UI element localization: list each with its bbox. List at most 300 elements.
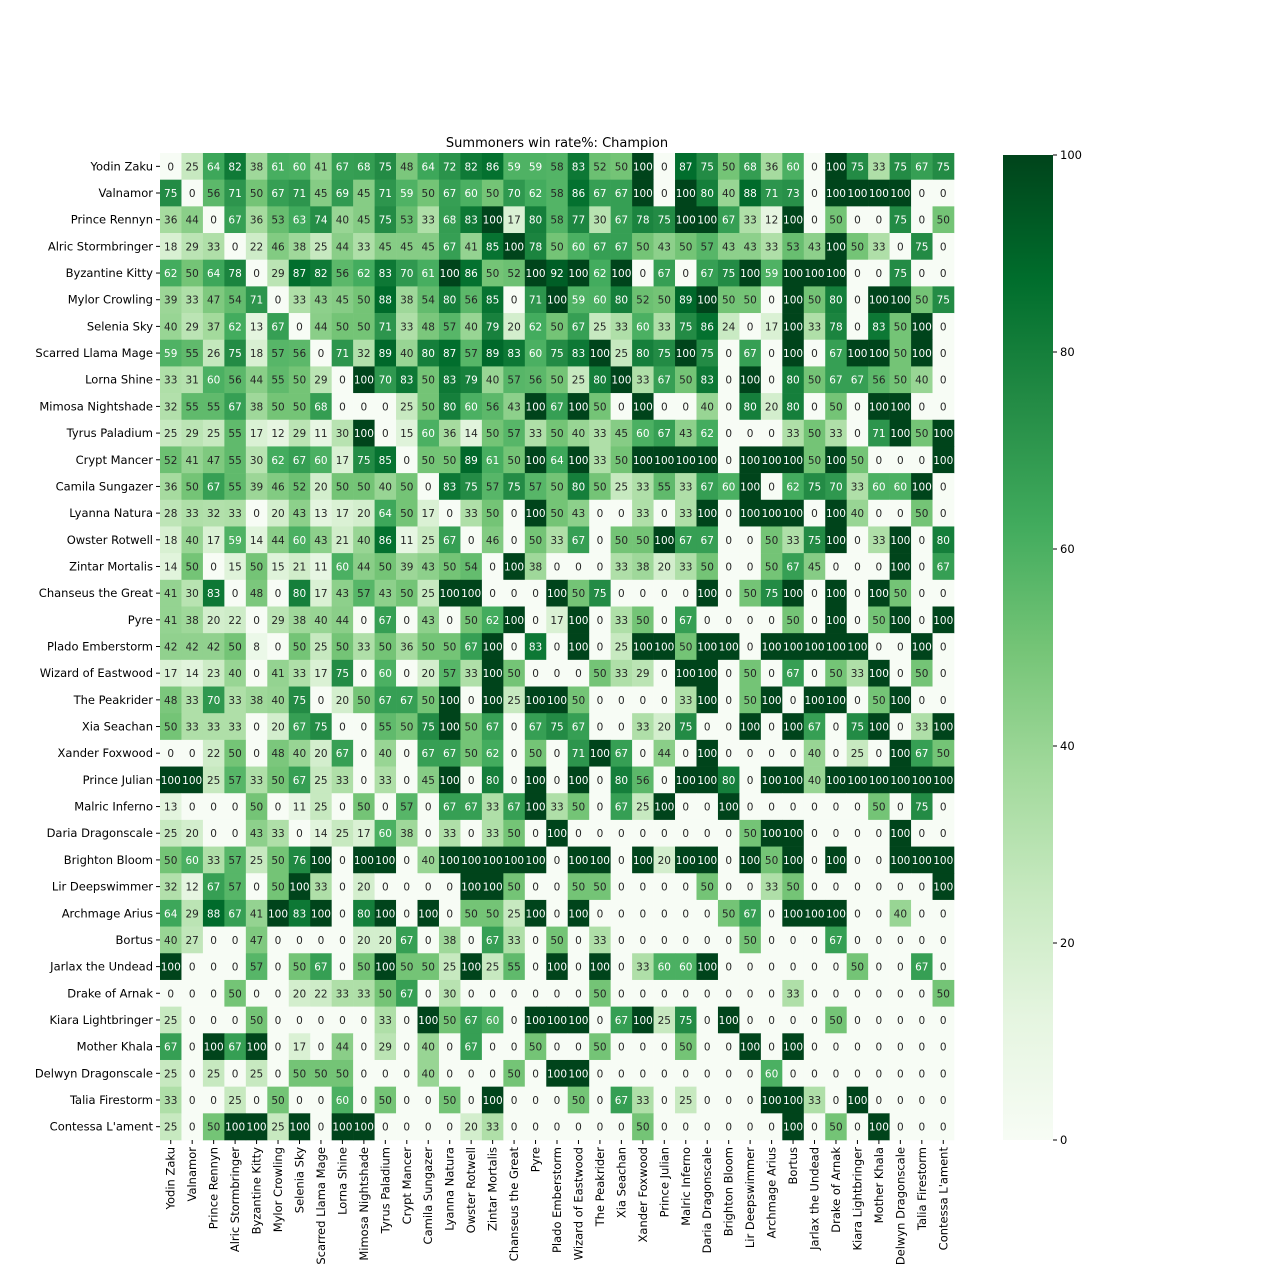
row-label: Plado Emberstorm	[46, 639, 153, 654]
cell-value-label: 100	[868, 774, 889, 787]
cell-value-label: 100	[740, 454, 761, 467]
column-label: Malric Inferno	[678, 1147, 693, 1226]
column-label: Daria Dragonscale	[700, 1147, 715, 1254]
row-label: Mylor Crowling	[67, 292, 153, 307]
cell-value-label: 0	[317, 1014, 325, 1027]
cell-value-label: 67	[743, 348, 757, 361]
cell-value-label: 50	[464, 614, 478, 627]
cell-value-label: 0	[875, 214, 883, 227]
cell-value-label: 0	[639, 988, 647, 1001]
cell-value-label: 76	[292, 854, 307, 867]
cell-value-label: 29	[185, 428, 199, 441]
cell-value-label: 0	[939, 321, 947, 334]
cell-value-label: 0	[618, 961, 625, 974]
cell-value-label: 62	[271, 454, 285, 467]
cell-value-label: 38	[528, 561, 543, 574]
cell-value-label: 58	[550, 188, 564, 201]
cell-value-label: 100	[911, 481, 932, 494]
cell-value-label: 0	[403, 1121, 411, 1134]
cell-value-label: 67	[464, 801, 478, 814]
cell-value-label: 20	[421, 668, 435, 681]
cell-value-label: 100	[310, 854, 331, 867]
cell-value-label: 0	[918, 268, 926, 281]
cell-value-label: 100	[825, 641, 846, 654]
cell-value-label: 0	[746, 641, 754, 654]
cell-value-label: 0	[703, 828, 711, 841]
cell-value-label: 100	[461, 854, 482, 867]
cell-value-label: 17	[314, 588, 328, 601]
cell-value-label: 100	[568, 774, 589, 787]
cell-value-label: 50	[679, 1041, 693, 1054]
cell-value-label: 100	[825, 508, 846, 521]
cell-value-label: 100	[589, 854, 610, 867]
cell-value-label: 18	[164, 241, 178, 254]
cell-value-label: 59	[507, 161, 521, 174]
cell-value-label: 0	[424, 1121, 432, 1134]
cell-value-label: 0	[532, 1121, 539, 1134]
cell-value-label: 0	[553, 1041, 561, 1054]
cell-value-label: 25	[614, 641, 629, 654]
cell-value-label: 78	[636, 214, 650, 227]
cell-value-label: 60	[657, 961, 671, 974]
column-label: Selenia Sky	[292, 1147, 307, 1214]
cell-value-label: 0	[660, 188, 668, 201]
cell-value-label: 40	[850, 508, 865, 521]
cell-value-label: 33	[614, 668, 629, 681]
colorbar-tick-label: 40	[1060, 739, 1075, 753]
cell-value-label: 15	[400, 428, 414, 441]
cell-value-label: 50	[421, 188, 435, 201]
cell-value-label: 100	[890, 694, 911, 707]
cell-value-label: 62	[786, 481, 800, 494]
cell-value-label: 0	[532, 588, 539, 601]
cell-value-label: 0	[703, 1041, 711, 1054]
cell-value-label: 100	[761, 774, 782, 787]
row-label: Mother Khala	[76, 1039, 153, 1054]
cell-value-label: 0	[167, 988, 175, 1001]
cell-value-label: 100	[568, 454, 589, 467]
cell-value-label: 39	[249, 481, 264, 494]
cell-value-label: 0	[811, 934, 818, 947]
cell-value-label: 17	[421, 508, 435, 521]
cell-value-label: 0	[939, 241, 947, 254]
cell-value-label: 20	[357, 934, 371, 947]
cell-value-label: 50	[807, 428, 822, 441]
cell-value-label: 0	[875, 508, 883, 521]
cell-value-label: 100	[632, 161, 653, 174]
cell-value-label: 0	[682, 1068, 690, 1081]
cell-value-label: 12	[271, 428, 285, 441]
column-label: Brighton Bloom	[721, 1147, 736, 1237]
row-label: Yodin Zaku	[90, 159, 153, 174]
cell-value-label: 67	[550, 401, 564, 414]
cell-value-label: 0	[467, 1094, 475, 1107]
cell-value-label: 45	[614, 428, 629, 441]
cell-value-label: 20	[657, 721, 671, 734]
cell-value-label: 0	[510, 721, 518, 734]
cell-value-label: 0	[210, 828, 217, 841]
cell-value-label: 0	[660, 161, 668, 174]
cell-value-label: 38	[443, 934, 457, 947]
cell-value-label: 0	[854, 294, 861, 307]
cell-value-label: 0	[832, 988, 840, 1001]
cell-value-label: 100	[890, 188, 911, 201]
cell-value-label: 83	[571, 161, 586, 174]
cell-value-label: 0	[532, 614, 539, 627]
cell-value-label: 50	[228, 988, 242, 1001]
cell-value-label: 92	[550, 268, 564, 281]
cell-value-label: 80	[421, 348, 435, 361]
cell-value-label: 0	[939, 374, 947, 387]
cell-value-label: 40	[421, 854, 435, 867]
cell-value-label: 0	[660, 828, 668, 841]
cell-value-label: 0	[768, 908, 775, 921]
cell-value-label: 0	[296, 1094, 303, 1107]
cell-value-label: 33	[679, 694, 693, 707]
column-label: Plado Emberstorm	[550, 1147, 564, 1254]
cell-value-label: 0	[789, 1068, 797, 1081]
cell-value-label: 43	[249, 828, 264, 841]
cell-value-label: 79	[485, 321, 500, 334]
cell-value-label: 25	[314, 241, 328, 254]
cell-value-label: 57	[228, 774, 242, 787]
row-label: Tyrus Paladium	[66, 426, 153, 441]
cell-value-label: 33	[206, 241, 221, 254]
column-label: Valnamor	[185, 1147, 200, 1202]
column-label: Talia Firestorm	[914, 1147, 929, 1231]
column-label: Kiara Lightbringer	[850, 1147, 865, 1251]
cell-value-label: 100	[589, 748, 610, 761]
cell-value-label: 0	[811, 401, 818, 414]
cell-value-label: 75	[807, 534, 822, 547]
cell-value-label: 33	[614, 561, 629, 574]
cell-value-label: 0	[725, 534, 733, 547]
cell-value-label: 0	[725, 614, 733, 627]
cell-value-label: 0	[618, 721, 625, 734]
column-label: Lyanna Natura	[442, 1147, 457, 1231]
cell-value-label: 43	[507, 401, 521, 414]
cell-value-label: 0	[489, 588, 496, 601]
cell-value-label: 43	[571, 508, 586, 521]
cell-value-label: 50	[807, 374, 822, 387]
cell-value-label: 75	[550, 721, 564, 734]
cell-value-label: 100	[911, 854, 932, 867]
cell-value-label: 0	[167, 748, 175, 761]
cell-value-label: 62	[485, 614, 500, 627]
cell-value-label: 0	[596, 1068, 604, 1081]
cell-value-label: 100	[611, 268, 632, 281]
cell-value-label: 50	[915, 668, 929, 681]
cell-value-label: 50	[528, 534, 543, 547]
cell-value-label: 40	[164, 934, 178, 947]
cell-value-label: 0	[596, 694, 604, 707]
cell-value-label: 100	[482, 214, 503, 227]
cell-value-label: 100	[783, 774, 804, 787]
cell-value-label: 0	[897, 721, 904, 734]
cell-value-label: 57	[400, 801, 414, 814]
cell-value-label: 73	[786, 188, 800, 201]
cell-value-label: 52	[292, 481, 307, 494]
cell-value-label: 83	[528, 641, 543, 654]
colorbar-tick-label: 20	[1060, 936, 1075, 950]
cell-value-label: 33	[443, 828, 457, 841]
cell-value-label: 57	[464, 348, 478, 361]
cell-value-label: 40	[335, 214, 350, 227]
cell-value-label: 62	[485, 748, 500, 761]
cell-value-label: 20	[378, 934, 393, 947]
cell-value-label: 44	[357, 561, 371, 574]
cell-value-label: 0	[811, 1014, 818, 1027]
cell-value-label: 30	[335, 428, 350, 441]
cell-value-label: 60	[636, 428, 650, 441]
chart-title: Summoners win rate%: Champion	[445, 136, 669, 151]
cell-value-label: 0	[682, 801, 690, 814]
cell-value-label: 50	[893, 374, 908, 387]
cell-value-label: 50	[400, 588, 414, 601]
cell-value-label: 45	[357, 214, 371, 227]
cell-value-label: 100	[482, 881, 503, 894]
cell-value-label: 0	[381, 1121, 389, 1134]
cell-value-label: 0	[575, 828, 582, 841]
cell-value-label: 50	[571, 694, 586, 707]
cell-value-label: 100	[697, 748, 718, 761]
cell-value-label: 75	[936, 161, 950, 174]
cell-value-label: 0	[918, 694, 926, 707]
cell-value-label: 0	[768, 374, 775, 387]
cell-value-label: 50	[636, 534, 650, 547]
cell-value-label: 0	[703, 1094, 711, 1107]
column-label: Xia Seachan	[614, 1147, 629, 1219]
cell-value-label: 83	[700, 374, 714, 387]
cell-value-label: 83	[507, 348, 521, 361]
cell-value-label: 0	[231, 961, 239, 974]
cell-value-label: 33	[593, 428, 607, 441]
cell-value-label: 0	[317, 348, 325, 361]
cell-value-label: 0	[939, 801, 947, 814]
cell-value-label: 50	[679, 374, 693, 387]
cell-value-label: 0	[746, 961, 754, 974]
cell-value-label: 0	[811, 588, 818, 601]
cell-value-label: 64	[206, 161, 221, 174]
cell-value-label: 0	[725, 1068, 733, 1081]
cell-value-label: 54	[421, 294, 435, 307]
cell-value-label: 0	[725, 1094, 733, 1107]
cell-value-label: 50	[721, 161, 736, 174]
cell-value-label: 50	[571, 1094, 586, 1107]
cell-value-label: 0	[446, 614, 454, 627]
cell-value-label: 50	[850, 961, 865, 974]
cell-value-label: 75	[164, 188, 178, 201]
cell-value-label: 50	[335, 481, 350, 494]
cell-value-label: 100	[825, 534, 846, 547]
cell-value-label: 0	[510, 748, 518, 761]
cell-value-label: 0	[618, 694, 625, 707]
cell-value-label: 50	[571, 881, 586, 894]
cell-value-label: 0	[746, 748, 754, 761]
cell-value-label: 36	[164, 481, 178, 494]
cell-value-label: 0	[274, 961, 282, 974]
cell-value-label: 86	[485, 161, 500, 174]
cell-value-label: 0	[897, 668, 904, 681]
cell-value-label: 100	[546, 1014, 568, 1027]
cell-value-label: 50	[164, 854, 178, 867]
cell-value-label: 0	[811, 161, 818, 174]
cell-value-label: 0	[854, 881, 861, 894]
cell-value-label: 75	[378, 214, 393, 227]
cell-value-label: 0	[854, 1121, 861, 1134]
cell-value-label: 56	[636, 774, 650, 787]
cell-value-label: 67	[614, 1094, 629, 1107]
cell-value-label: 0	[789, 934, 797, 947]
cell-value-label: 67	[571, 321, 586, 334]
column-label: Lir Deepswimmer	[743, 1147, 758, 1249]
row-label: Zintar Mortalis	[69, 559, 153, 574]
cell-value-label: 57	[485, 481, 500, 494]
cell-value-label: 0	[875, 561, 883, 574]
cell-value-label: 80	[292, 588, 307, 601]
cell-value-label: 80	[721, 774, 736, 787]
column-label: Crypt Mancer	[399, 1147, 414, 1225]
cell-value-label: 56	[872, 374, 886, 387]
cell-value-label: 50	[185, 561, 199, 574]
cell-value-label: 100	[568, 614, 589, 627]
cell-value-label: 67	[915, 748, 929, 761]
cell-value-label: 59	[571, 294, 586, 307]
cell-value-label: 14	[314, 828, 328, 841]
cell-value-label: 83	[464, 214, 478, 227]
cell-value-label: 52	[593, 161, 607, 174]
cell-value-label: 50	[271, 401, 285, 414]
cell-value-label: 41	[314, 161, 328, 174]
cell-value-label: 71	[764, 188, 779, 201]
cell-value-label: 0	[532, 881, 539, 894]
cell-value-label: 100	[568, 1068, 589, 1081]
cell-value-label: 100	[868, 588, 889, 601]
cell-value-label: 33	[786, 988, 800, 1001]
cell-value-label: 0	[510, 1014, 518, 1027]
cell-value-label: 0	[897, 241, 904, 254]
cell-value-label: 0	[939, 401, 947, 414]
cell-value-label: 100	[890, 748, 911, 761]
cell-value-label: 43	[679, 428, 693, 441]
cell-value-label: 79	[464, 374, 478, 387]
cell-value-label: 56	[228, 374, 242, 387]
cell-value-label: 0	[210, 961, 217, 974]
cell-value-label: 50	[249, 188, 264, 201]
cell-value-label: 0	[789, 694, 797, 707]
cell-value-label: 25	[657, 1014, 671, 1027]
cell-value-label: 0	[360, 668, 368, 681]
cell-value-label: 0	[725, 348, 733, 361]
cell-value-label: 0	[811, 881, 818, 894]
cell-value-label: 21	[292, 561, 307, 574]
cell-value-label: 0	[210, 1014, 217, 1027]
cell-value-label: 60	[421, 428, 435, 441]
cell-value-label: 67	[507, 801, 521, 814]
cell-value-label: 50	[421, 401, 435, 414]
cell-value-label: 0	[854, 401, 861, 414]
cell-value-label: 100	[697, 508, 718, 521]
cell-value-label: 17	[357, 828, 371, 841]
cell-value-label: 17	[335, 454, 350, 467]
cell-value-label: 50	[400, 481, 414, 494]
cell-value-label: 100	[439, 268, 460, 281]
cell-value-label: 100	[525, 454, 546, 467]
cell-value-label: 60	[485, 1014, 500, 1027]
cell-value-label: 100	[439, 694, 460, 707]
cell-value-label: 60	[786, 161, 800, 174]
cell-value-label: 67	[271, 321, 285, 334]
cell-value-label: 0	[918, 988, 926, 1001]
cell-value-label: 50	[829, 1121, 843, 1134]
cell-value-label: 0	[875, 828, 883, 841]
cell-value-label: 20	[657, 854, 671, 867]
cell-value-label: 0	[317, 1094, 325, 1107]
cell-value-label: 88	[378, 294, 393, 307]
cell-value-label: 0	[918, 534, 926, 547]
cell-value-label: 0	[618, 508, 625, 521]
cell-value-label: 100	[740, 481, 761, 494]
cell-value-label: 82	[314, 268, 328, 281]
cell-value-label: 25	[485, 961, 500, 974]
cell-value-label: 0	[897, 934, 904, 947]
cell-value-label: 58	[550, 214, 564, 227]
cell-value-label: 100	[375, 854, 396, 867]
cell-value-label: 78	[528, 241, 543, 254]
cell-value-label: 67	[807, 721, 822, 734]
cell-value-label: 50	[507, 828, 521, 841]
cell-value-label: 0	[682, 828, 690, 841]
cell-value-label: 100	[718, 641, 739, 654]
cell-value-label: 67	[614, 188, 629, 201]
cell-value-label: 67	[443, 801, 457, 814]
cell-value-label: 0	[811, 801, 818, 814]
cell-value-label: 100	[482, 641, 503, 654]
cell-value-label: 100	[439, 854, 460, 867]
cell-value-label: 33	[614, 321, 629, 334]
cell-value-label: 68	[357, 161, 371, 174]
cell-value-label: 0	[317, 1121, 325, 1134]
cell-value-label: 0	[618, 908, 625, 921]
cell-value-label: 71	[249, 294, 264, 307]
cell-value-label: 40	[485, 374, 500, 387]
cell-value-label: 0	[811, 854, 818, 867]
cell-value-label: 0	[532, 1068, 539, 1081]
cell-value-label: 67	[228, 1041, 242, 1054]
cell-value-label: 68	[443, 214, 457, 227]
cell-value-label: 40	[357, 534, 371, 547]
cell-value-label: 46	[485, 534, 500, 547]
cell-value-label: 0	[854, 801, 861, 814]
cell-value-label: 40	[378, 481, 393, 494]
cell-value-label: 88	[206, 908, 221, 921]
cell-value-label: 50	[829, 401, 843, 414]
cell-value-label: 100	[847, 774, 868, 787]
cell-value-label: 0	[768, 668, 775, 681]
cell-value-label: 83	[292, 908, 307, 921]
cell-value-label: 0	[811, 614, 818, 627]
cell-value-label: 0	[746, 614, 754, 627]
cell-value-label: 0	[811, 1121, 818, 1134]
cell-value-label: 67	[915, 161, 929, 174]
cell-value-label: 0	[360, 1041, 368, 1054]
cell-value-label: 17	[314, 668, 328, 681]
cell-value-label: 31	[185, 374, 199, 387]
cell-value-label: 21	[335, 534, 350, 547]
cell-value-label: 0	[660, 588, 668, 601]
column-label: Owster Rotwell	[464, 1147, 479, 1234]
cell-value-label: 50	[421, 694, 435, 707]
